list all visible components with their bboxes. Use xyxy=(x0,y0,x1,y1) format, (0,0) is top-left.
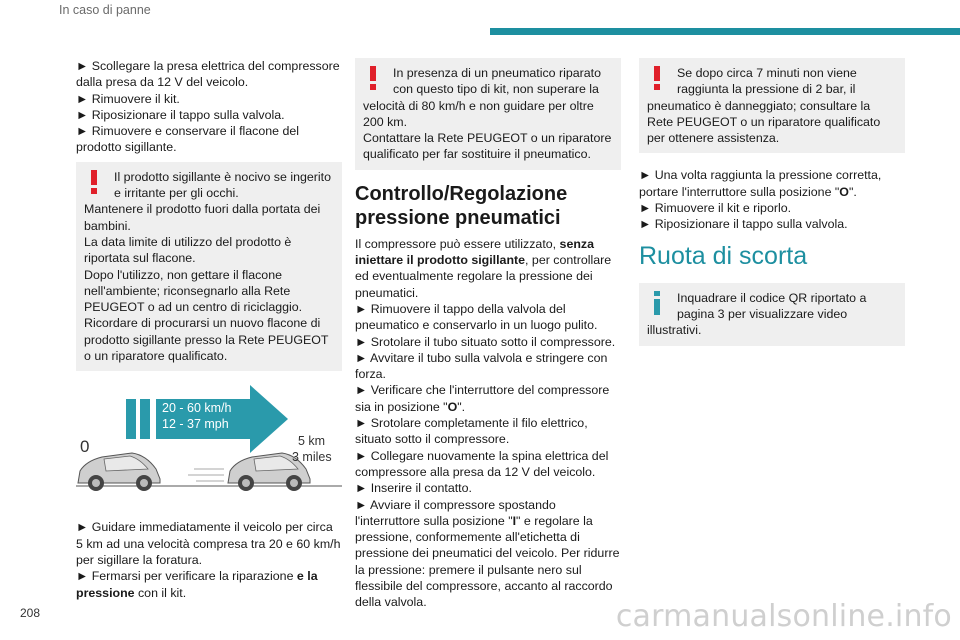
warning-text: pneumatico è danneggiato; consultare la Rete PEUGEOT o un riparatore qualificato per ottenere assistenza. xyxy=(647,98,881,146)
step-text: ► Avvitare il tubo sulla valvola e stringere con forza. xyxy=(355,350,608,382)
info-text: Inquadrare il codice QR riportato a pagina 3 per visualizzare video xyxy=(677,290,867,321)
info-box xyxy=(639,283,905,346)
step-text: ► Riposizionare il tappo sulla valvola. xyxy=(639,217,848,232)
start-distance-label: 0 xyxy=(80,437,90,457)
warning-text: Contattare la Rete PEUGEOT o un riparatore qualificato per far sostituire il pneumatico. xyxy=(363,131,612,162)
step-text: ► Riposizionare il tappo sulla valvola. xyxy=(76,107,285,122)
column-2 xyxy=(355,58,621,611)
distance-km-label: 5 km xyxy=(298,434,326,449)
page-number: 208 xyxy=(20,606,41,620)
step-text: ► Scollegare la presa elettrica del compressore dalla presa da 12 V del veicolo. xyxy=(76,59,340,90)
column-3 xyxy=(639,58,905,354)
warning-text: Ricordare di procurarsi un nuovo flacone di prodotto sigillante presso la Rete PEUGEOT o un riparatore qualificato. xyxy=(84,316,329,364)
step-text: ► Verificare che l'interruttore del compressore sia in posizione "O". xyxy=(355,383,610,414)
step-text: ► Guidare immediatamente il veicolo per circa 5 km ad una velocità compresa tra 20 e 60 km/h per sigillare la foratura. xyxy=(76,520,341,567)
section-title: Controllo/Regolazione pressione pneumatici xyxy=(355,182,568,229)
warning-box xyxy=(76,162,342,372)
warning-icon xyxy=(649,66,665,90)
info-icon xyxy=(649,291,665,315)
step-text: ► Rimuovere il kit. xyxy=(76,91,180,106)
warning-box xyxy=(639,58,905,153)
watermark: carmanualsonline.info xyxy=(615,599,952,634)
step-text: ► Srotolare completamente il filo elettrico, situato sotto il compressore. xyxy=(355,416,588,447)
warning-text: La data limite di utilizzo del prodotto è riportata sul flacone. xyxy=(84,234,292,266)
warning-box xyxy=(355,58,621,170)
warning-text: Mantenere il prodotto fuori dalla portata dei bambini. xyxy=(84,202,321,233)
step-text: ► Avviare il compressore spostando l'interruttore sulla posizione "I" e regolare la pressione, conformemente all'etichetta di pressione dei pneumatici del veicolo. Per ridurre la pressione: premere il pulsante nero sul flessibile del compressore, accanto al raccordo della valvola. xyxy=(355,497,620,610)
column-1 xyxy=(76,58,342,601)
step-text: ► Rimuovere il kit e riporlo. xyxy=(639,201,792,216)
warning-text: Dopo l'utilizzo, non gettare il flacone nell'ambiente; riconsegnarlo alla Rete PEUGEOT o ad un centro di riciclaggio. xyxy=(84,267,303,315)
warning-text: Se dopo circa 7 minuti non viene raggiunta la pressione di 2 bar, il xyxy=(677,66,857,97)
intro-text: Il compressore può essere utilizzato, senza iniettare il prodotto sigillante, per controllare ed eventualmente regolare la pressione dei pneumatici. xyxy=(355,236,612,300)
section-title: Ruota di scorta xyxy=(639,241,808,270)
header-accent-bar xyxy=(490,28,960,35)
distance-miles-label: 3 miles xyxy=(292,450,332,465)
step-text: ► Rimuovere e conservare il flacone del prodotto sigillante. xyxy=(76,124,300,155)
step-text: ► Collegare nuovamente la spina elettrica del compressore alla presa da 12 V del veicolo. xyxy=(355,448,609,479)
warning-text: velocità di 80 km/h e non guidare per oltre 200 km. xyxy=(363,98,594,129)
step-text: ► Inserire il contatto. xyxy=(355,481,472,496)
step-text: ► Rimuovere il tappo della valvola del pneumatico e conservarlo in un luogo pulito. xyxy=(355,301,598,333)
warning-text: Il prodotto sigillante è nocivo se ingerito e irritante per gli occhi. xyxy=(114,169,331,201)
speed-kmh-label: 20 - 60 km/h xyxy=(162,401,232,416)
step-text: ► Srotolare il tubo situato sotto il compressore. xyxy=(355,334,616,349)
warning-text: In presenza di un pneumatico riparato con questo tipo di kit, non superare la xyxy=(393,66,602,97)
step-text: ► Una volta raggiunta la pressione corretta, portare l'interruttore sulla posizione "O". xyxy=(639,168,882,199)
driving-illustration xyxy=(76,383,342,509)
warning-icon xyxy=(86,170,102,194)
warning-icon xyxy=(365,66,381,90)
info-text: illustrativi. xyxy=(647,323,702,338)
speed-mph-label: 12 - 37 mph xyxy=(162,417,229,432)
section-header: In caso di panne xyxy=(59,3,151,17)
step-text: ► Fermarsi per verificare la riparazione e la pressione con il kit. xyxy=(76,569,318,600)
